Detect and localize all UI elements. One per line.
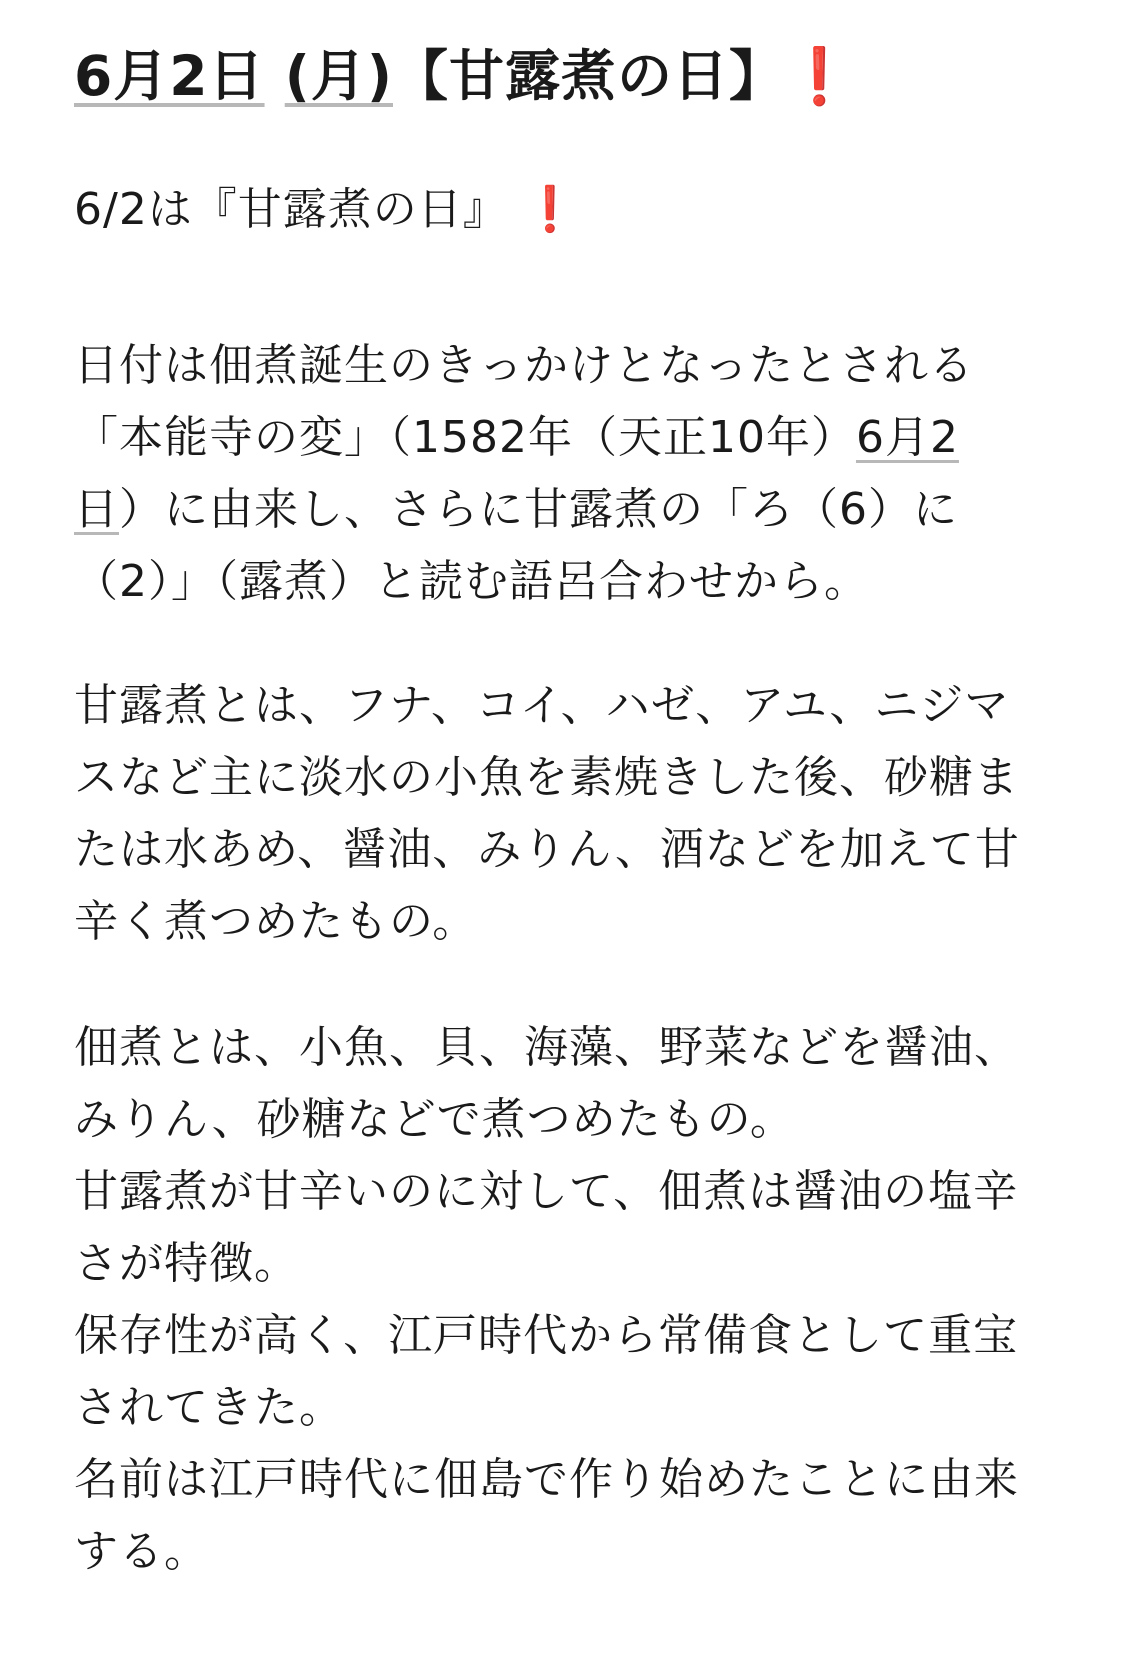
text-line (74, 474, 1084, 546)
weekday-link[interactable]: (月) (284, 44, 393, 108)
text-line: 甘露煮とは、フナ、コイ、ハゼ、アユ、ニジマ (74, 680, 1010, 731)
exclamation-icon: ❗ (785, 44, 855, 108)
text-line: さが特徴。 (74, 1238, 299, 1289)
text-segment: ）に由来し、さらに甘露煮の「ろ（6）に (119, 484, 958, 535)
text-line: 日付は佃煮誕生のきっかけとなったとされる (74, 340, 974, 391)
text-line: （2）」（露煮）と読む語呂合わせから。 (74, 556, 869, 607)
text-line: する。 (74, 1526, 209, 1577)
paragraph-origin (74, 330, 1084, 618)
text-line: 保存性が高く、江戸時代から常備食として重宝 (74, 1310, 1019, 1361)
date-link[interactable]: 6月2日 (74, 44, 265, 108)
text-line: されてきた。 (74, 1382, 344, 1433)
intro-line (74, 174, 1084, 246)
date-link[interactable]: 日 (74, 484, 119, 535)
text-line: 辛く煮つめたもの。 (74, 896, 478, 947)
paragraph-tsukudani (74, 1012, 1084, 1588)
text-segment: 「本能寺の変」（1582年（天正10年） (74, 412, 856, 463)
text-line: みりん、砂糖などで煮つめたもの。 (74, 1094, 795, 1145)
exclamation-icon: ❗ (522, 184, 579, 235)
date-link[interactable]: 6月2 (855, 412, 959, 463)
text-line (74, 402, 1084, 474)
text-line: 名前は江戸時代に佃島で作り始めたことに由来 (74, 1454, 1019, 1505)
text-line: たは水あめ、醤油、みりん、酒などを加えて甘 (74, 824, 1020, 875)
paragraph-kanroni (74, 670, 1084, 958)
intro-text: 6/2は『甘露煮の日』 (74, 184, 508, 235)
text-line: 甘露煮が甘辛いのに対して、佃煮は醤油の塩辛 (74, 1166, 1019, 1217)
text-line: 佃煮とは、小魚、貝、海藻、野菜などを醤油、 (74, 1022, 1019, 1073)
page-title (74, 38, 854, 114)
text-line: スなど主に淡水の小魚を素焼きした後、砂糖ま (74, 752, 1019, 803)
title-name: 【甘露煮の日】 (392, 44, 785, 108)
